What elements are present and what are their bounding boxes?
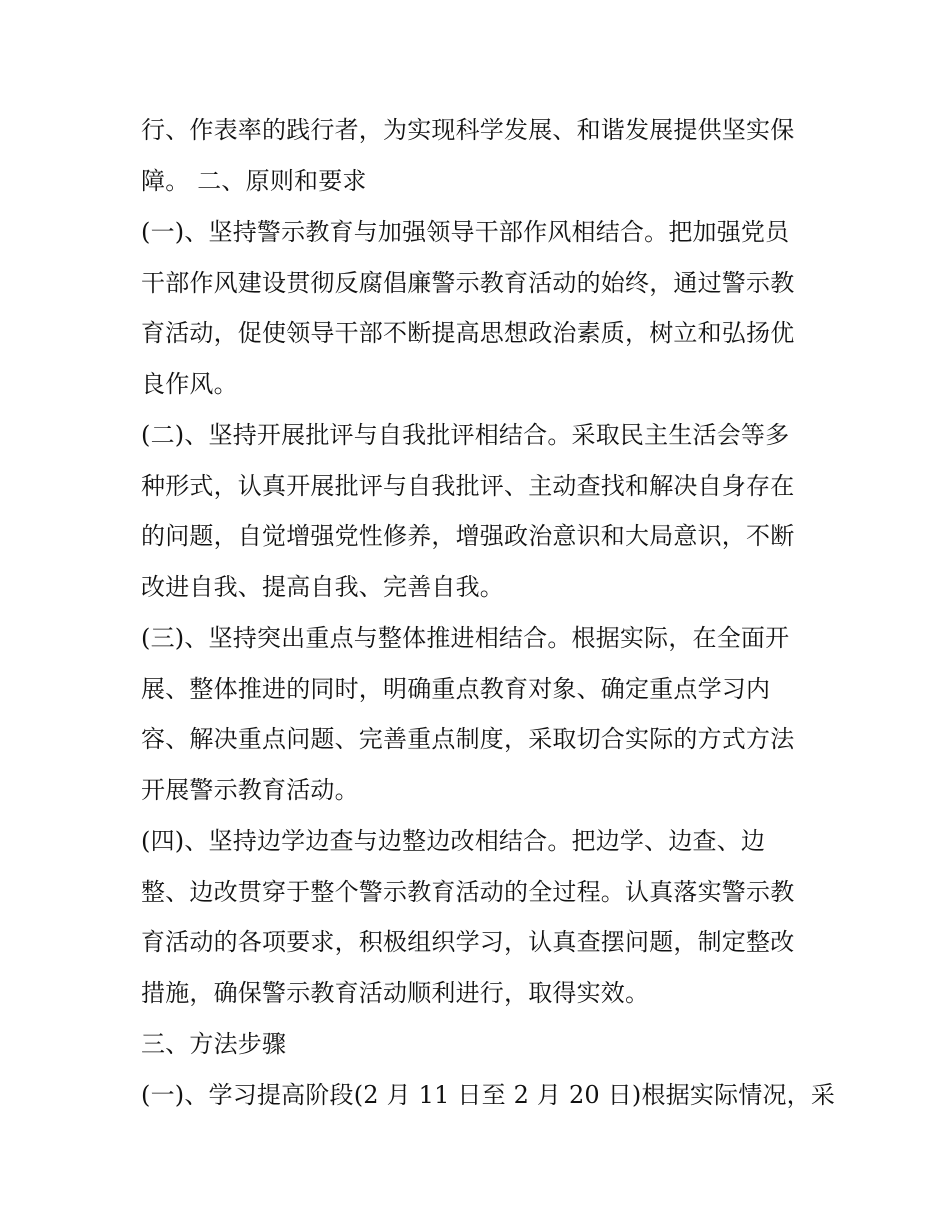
text-line: 良作风。: [141, 370, 238, 398]
text-line: 种形式，认真开展批评与自我批评、主动查找和解决自身存在: [141, 472, 795, 500]
text-line: 障。 二、原则和要求: [141, 167, 367, 195]
text-line: 干部作风建设贯彻反腐倡廉警示教育活动的始终，通过警示教: [141, 269, 795, 297]
text-line: 展、整体推进的同时，明确重点教育对象、确定重点学习内: [141, 675, 771, 703]
text-line: 容、解决重点问题、完善重点制度，采取切合实际的方式方法: [141, 725, 795, 753]
text-line: 三、方法步骤: [141, 1030, 287, 1058]
text-line: (一)、坚持警示教育与加强领导干部作风相结合。把加强党员: [141, 218, 790, 246]
text-line: (四)、坚持边学边查与边整边改相结合。把边学、边查、边: [141, 827, 766, 855]
text-line: 改进自我、提高自我、完善自我。: [141, 573, 504, 601]
text-line: 措施，确保警示教育活动顺利进行，取得实效。: [141, 979, 650, 1007]
text-line: 整、边改贯穿于整个警示教育活动的全过程。认真落实警示教: [141, 878, 795, 906]
text-line: 的问题，自觉增强党性修养，增强政治意识和大局意识，不断: [141, 522, 795, 550]
text-line: 育活动，促使领导干部不断提高思想政治素质，树立和弘扬优: [141, 319, 795, 347]
text-line: (一)、学习提高阶段(2 月 11 日至 2 月 20 日)根据实际情况，采: [141, 1081, 836, 1109]
text-line: 开展警示教育活动。: [141, 776, 359, 804]
text-line: (三)、坚持突出重点与整体推进相结合。根据实际，在全面开: [141, 624, 790, 652]
text-line: 育活动的各项要求，积极组织学习，认真查摆问题，制定整改: [141, 928, 795, 956]
text-line: (二)、坚持开展批评与自我批评相结合。采取民主生活会等多: [141, 421, 790, 449]
text-line: 行、作表率的践行者，为实现科学发展、和谐发展提供坚实保: [141, 116, 795, 144]
